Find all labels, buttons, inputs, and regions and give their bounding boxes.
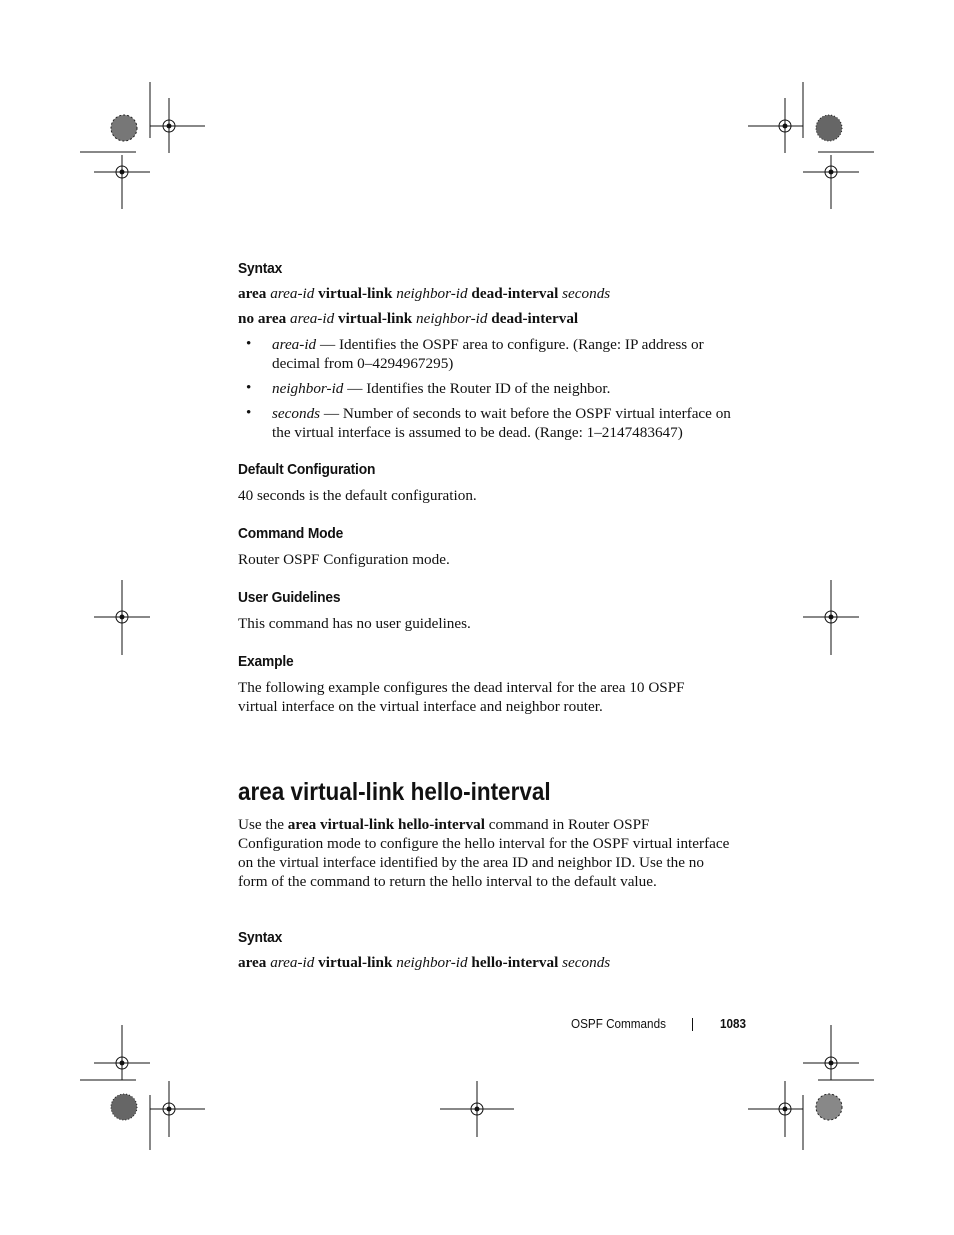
kw-no-area: no area: [238, 310, 287, 327]
arg-area-id: area-id: [270, 285, 315, 302]
arg-neighbor-id: neighbor-id: [416, 310, 488, 327]
param-seconds: seconds — Number of seconds to wait before the OSPF virtual interface on the virtual interface is assumed to be dead. (Range: 1–2147483647): [272, 405, 731, 441]
page-number: 1083: [720, 1016, 747, 1031]
syntax-line-hello-interval: [238, 954, 610, 972]
arg-neighbor-id: neighbor-id: [396, 285, 468, 302]
command-mode-heading: Command Mode: [238, 525, 344, 542]
example-heading: Example: [238, 653, 294, 670]
syntax-heading: Syntax: [238, 260, 283, 277]
kw-dead-interval: dead-interval: [471, 285, 559, 302]
arg-seconds: seconds: [562, 954, 611, 971]
default-config-heading: Default Configuration: [238, 461, 376, 478]
user-guidelines-heading: User Guidelines: [238, 589, 341, 606]
bullet-marker: •: [246, 335, 252, 352]
kw-dead-interval: dead-interval: [491, 310, 579, 327]
bullet-marker: •: [246, 404, 252, 421]
section-title: area virtual-link hello-interval: [238, 778, 551, 806]
command-mode-text: Router OSPF Configuration mode.: [238, 551, 450, 568]
bullet-marker: •: [246, 379, 252, 396]
param-area-id: area-id — Identifies the OSPF area to configure. (Range: IP address or decimal from 0–4294967295): [272, 336, 704, 372]
kw-virtual-link: virtual-link: [337, 310, 413, 327]
user-guidelines-text: This command has no user guidelines.: [238, 615, 471, 632]
footer-separator: [692, 1018, 693, 1031]
syntax-line-no-form: [238, 310, 578, 328]
arg-area-id: area-id: [270, 954, 315, 971]
section-intro: Use the area virtual-link hello-interval command in Router OSPF Configuration mode to configure the hello interval for the OSPF virtual interface on the virtual interface identified by the area ID and neighbor ID. Use the no form of the command to return the hello interval to the default value.: [238, 816, 730, 890]
syntax-heading-2: Syntax: [238, 929, 283, 946]
arg-seconds: seconds: [562, 285, 611, 302]
example-text: The following example configures the dead interval for the area 10 OSPF virtual interface on the virtual interface and neighbor router.: [238, 679, 685, 715]
kw-area: area: [238, 954, 267, 971]
kw-virtual-link: virtual-link: [318, 285, 393, 302]
arg-area-id: area-id: [290, 310, 335, 327]
syntax-line-dead-interval: [238, 285, 610, 303]
kw-area: area: [238, 285, 267, 302]
intro-command: area virtual-link hello-interval: [287, 816, 485, 833]
kw-virtual-link: virtual-link: [318, 954, 393, 971]
kw-hello-interval: hello-interval: [471, 954, 559, 971]
param-neighbor-id: neighbor-id — Identifies the Router ID of the neighbor.: [272, 380, 611, 397]
footer-chapter: OSPF Commands: [571, 1016, 666, 1031]
arg-neighbor-id: neighbor-id: [396, 954, 468, 971]
default-config-text: 40 seconds is the default configuration.: [238, 487, 477, 504]
